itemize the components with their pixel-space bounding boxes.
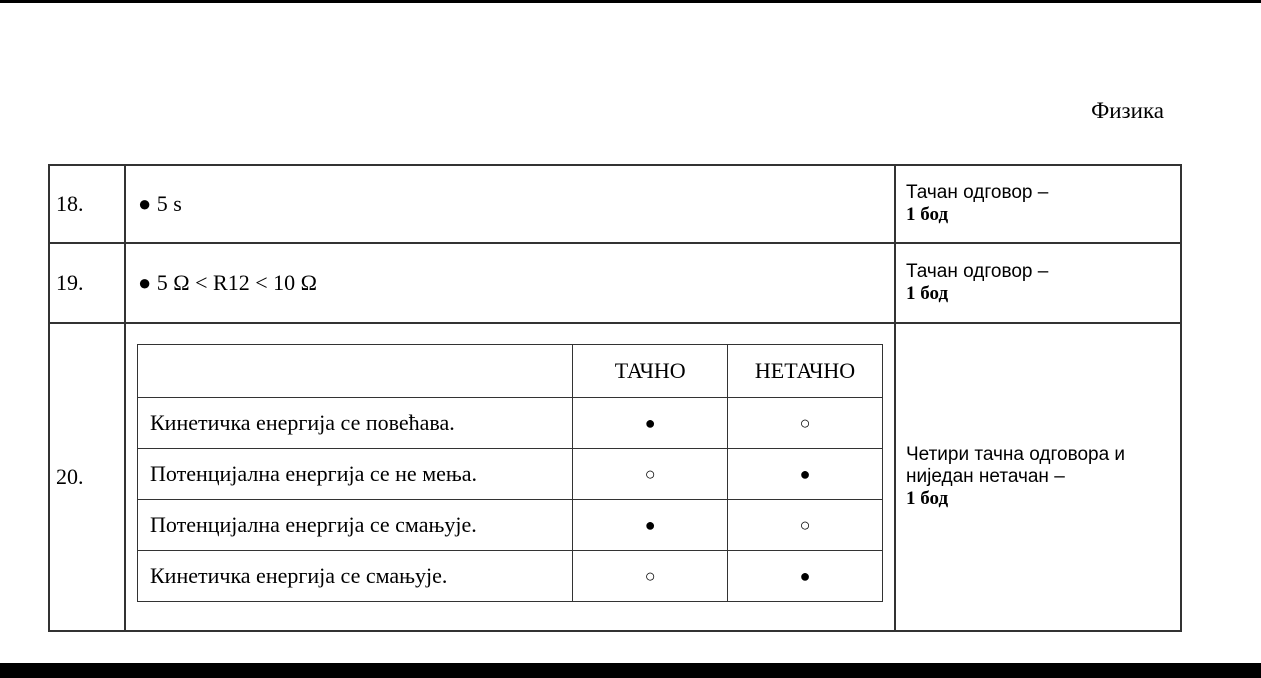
question-number: 18. [49,165,125,243]
question-row-19 [49,243,1181,323]
false-mark: ● [728,551,883,602]
score-text: Четири тачна одговора и ниједан нетачан – [906,444,1126,487]
true-false-table [137,344,883,602]
statement-text: Потенцијална енергија се смањује. [138,500,573,551]
true-column-header: ТАЧНО [573,345,728,398]
false-mark: ○ [728,398,883,449]
true-mark: ● [573,500,728,551]
question-row-20 [49,323,1181,631]
bottom-border-bar [0,663,1261,678]
question-number: 19. [49,243,125,323]
question-answer [125,323,895,631]
score-criteria [895,165,1181,243]
statement-header [138,345,573,398]
score-points: 1 бод [906,283,949,304]
true-mark: ● [573,398,728,449]
subject-header: Физика [1091,98,1164,123]
statement-text: Кинетичка енергија се смањује. [138,551,573,602]
score-criteria [895,323,1181,631]
true-mark: ○ [573,551,728,602]
score-text: Тачан одговор – [906,261,1049,282]
question-answer: ● 5 Ω < R12 < 10 Ω [125,243,895,323]
table-row [138,449,883,500]
score-criteria [895,243,1181,323]
score-points: 1 бод [906,204,949,225]
answer-key-table [48,164,1182,632]
table-row [138,398,883,449]
score-points: 1 бод [906,488,949,509]
false-column-header: НЕТАЧНО [728,345,883,398]
top-border-line [0,0,1261,3]
statement-text: Кинетичка енергија се повећава. [138,398,573,449]
false-mark: ● [728,449,883,500]
question-answer: ● 5 s [125,165,895,243]
true-false-header-row [138,345,883,398]
true-mark: ○ [573,449,728,500]
question-row-18 [49,165,1181,243]
table-row [138,551,883,602]
question-number: 20. [49,323,125,631]
table-row [138,500,883,551]
false-mark: ○ [728,500,883,551]
statement-text: Потенцијална енергија се не мења. [138,449,573,500]
score-text: Тачан одговор – [906,182,1049,203]
